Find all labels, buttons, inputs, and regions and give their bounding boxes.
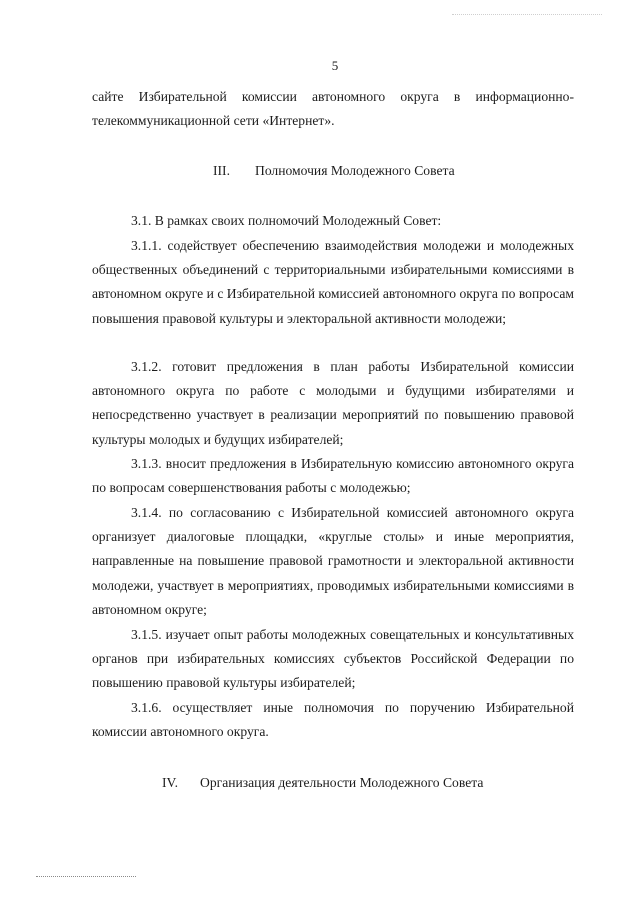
footer-rule (36, 876, 136, 877)
clause-3-1-6: 3.1.6. осуществляет иные полномочия по поручению Избирательной комиссии автономного округа. (92, 700, 574, 740)
section-4-number: IV. (162, 775, 178, 790)
intro-paragraph: сайте Избирательной комиссии автономного округа в информационно-телекоммуникационной сети «Интернет». (92, 89, 574, 129)
page-number: 5 (331, 58, 339, 73)
section-3-number: III. (213, 163, 230, 178)
clause-3-1-3: 3.1.3. вносит предложения в Избирательную комиссию автономного округа по вопросам совершенствования работы с молодежью; (92, 456, 574, 496)
scan-artifact (452, 14, 602, 15)
clause-3-1-4: 3.1.4. по согласованию с Избирательной комиссией автономного округа организует диалоговые площадки, «круглые столы» и иные мероприятия, направленные на повышение правовой грамотности и электоральной активности молодежи, участвует в мероприятиях, проводимых избирательными комиссиями в автономном округе; (92, 505, 574, 617)
clause-3-1-2: 3.1.2. готовит предложения в план работы Избирательной комиссии автономного округа по работе с молодыми и будущими избирателями и непосредственно участвует в реализации мероприятий по повышению правовой культуры молодых и будущих избирателей; (92, 359, 574, 447)
clause-3-1: 3.1. В рамках своих полномочий Молодежный Совет: (131, 213, 442, 228)
section-4-title: Организация деятельности Молодежного Совета (200, 775, 484, 790)
clause-3-1-1: 3.1.1. содействует обеспечению взаимодействия молодежи и молодежных общественных объединений с территориальными избирательными комиссиями в автономном округе и с Избирательной комиссией автономного округа по вопросам повышения правовой культуры и электоральной активности молодежи; (92, 238, 574, 326)
clause-3-1-5: 3.1.5. изучает опыт работы молодежных совещательных и консультативных органов при избирательных комиссиях субъектов Российской Федерации по повышению правовой культуры избирателей; (92, 627, 574, 691)
section-3-title: Полномочия Молодежного Совета (255, 163, 455, 178)
